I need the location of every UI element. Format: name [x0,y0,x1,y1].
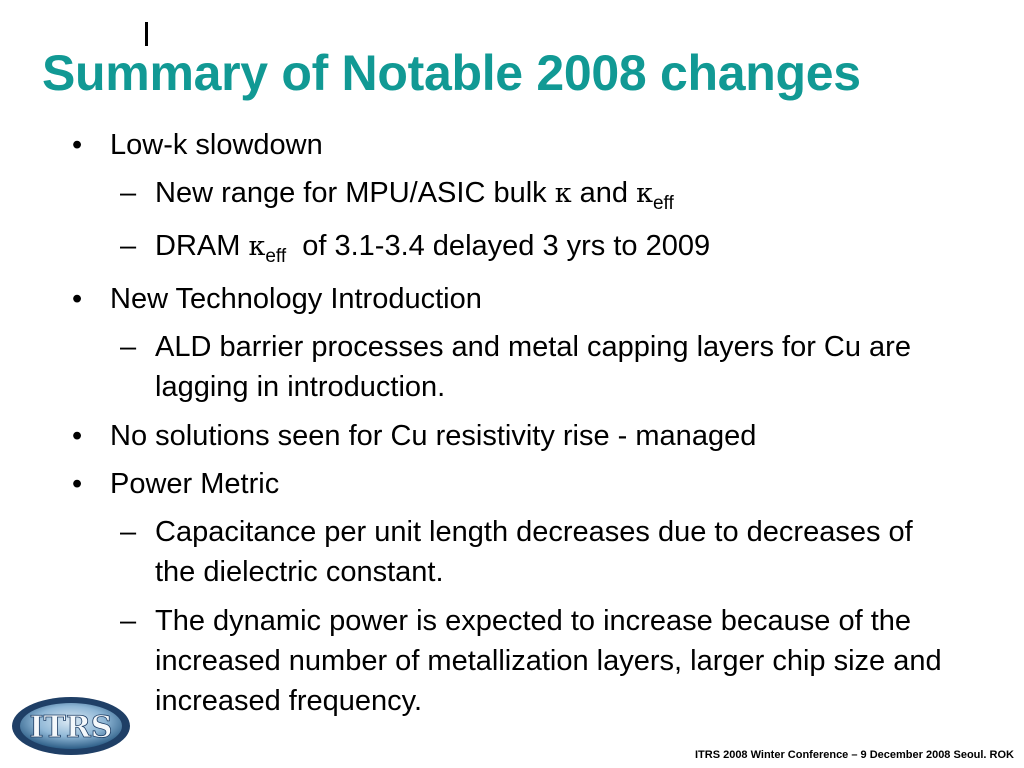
subbullet-text: DRAM [155,230,249,262]
bullet-text: New Technology Introduction [110,283,482,315]
subbullet-ald [0,327,1000,407]
bullet-marker: • [72,283,83,315]
kappa-symbol: κ [554,178,572,209]
subbullet-capacitance [0,512,1000,592]
bullet-power-metric [0,464,1000,504]
footer-text: ITRS 2008 Winter Conference – 9 December 2008 Seoul. ROK [694,749,1014,761]
dash-marker: – [120,230,137,262]
eff-subscript: eff [265,246,287,267]
kappa-symbol: κ [636,178,653,209]
bullet-text: No solutions seen for Cu resistivity rise - managed [110,420,757,452]
subbullet-mpu-range [0,173,1000,217]
itrs-logo [10,695,132,757]
subbullet-dynamic-power [0,601,1000,721]
slide-title: Summary of Notable 2008 changes [42,45,861,101]
subbullet-dram [0,226,1000,270]
dash-marker: – [120,516,137,548]
kappa-symbol: κ [248,231,266,262]
subbullet-rest: of 3.1-3.4 delayed 3 yrs to 2009 [286,230,711,262]
bullet-marker: • [72,129,83,161]
bullet-text: Power Metric [110,468,280,500]
subbullet-and: and [571,177,637,209]
bullet-list [0,125,1000,730]
logo-text: ITRS [29,710,113,745]
subbullet-text: New range for MPU/ASIC bulk [155,177,555,209]
bullet-marker: • [72,420,83,452]
subbullet-text: The dynamic power is expected to increase because of the increased number of metallization layers, larger chip size and increased frequency. [155,605,942,717]
dash-marker: – [120,177,137,209]
bullet-text: Low-k slowdown [110,129,323,161]
bullet-new-technology [0,279,1000,319]
text-cursor [145,22,148,46]
subbullet-text: ALD barrier processes and metal capping layers for Cu are lagging in introduction. [155,331,911,403]
subbullet-text: Capacitance per unit length decreases due to decreases of the dielectric constant. [155,516,913,588]
bullet-marker: • [72,468,83,500]
dash-marker: – [120,605,137,637]
bullet-low-k [0,125,1000,165]
bullet-cu-resistivity [0,416,1000,456]
dash-marker: – [120,331,137,363]
eff-subscript: eff [652,193,674,214]
